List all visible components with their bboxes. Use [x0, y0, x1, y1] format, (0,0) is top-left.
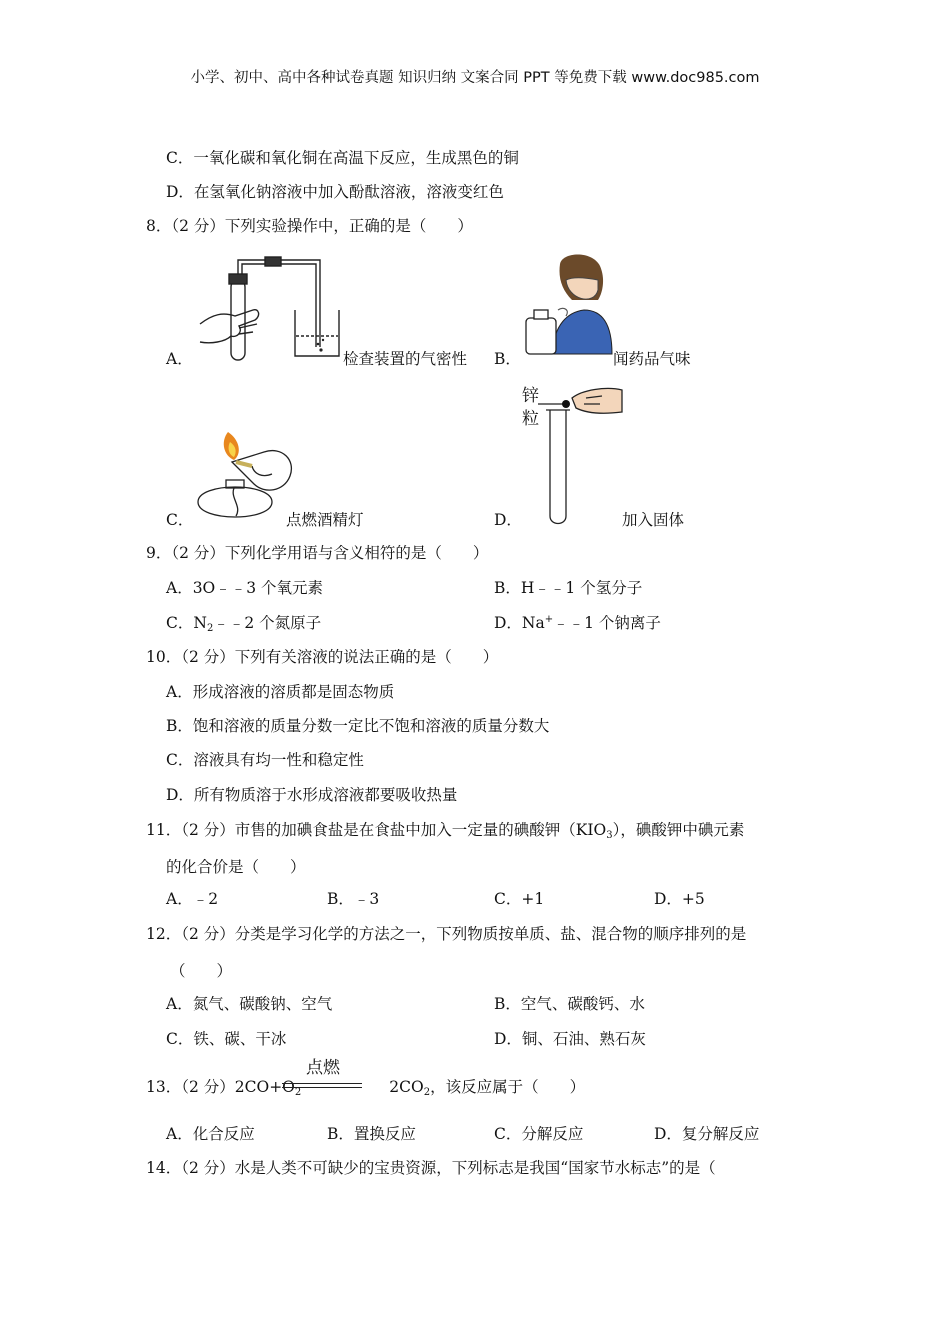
adding-solid-illustration [536, 384, 626, 526]
q8-option-a-caption: 检查装置的气密性 [343, 350, 468, 368]
page-header: 小学、初中、高中各种试卷真题 知识归纳 文案合同 PPT 等免费下载 www.doc985.com [190, 70, 760, 86]
q13-stem: 13．（2 分）$2CO+O_2$ $2CO_2$，该反应属于（ ） [146, 1078, 586, 1098]
q12-stem-line2: （ ） [170, 962, 233, 980]
q10-option-a: A．形成溶液的溶质都是固态物质 [166, 683, 395, 701]
q10-stem: 10．（2 分）下列有关溶液的说法正确的是（ ） [146, 648, 499, 666]
q8-stem: 8．（2 分）下列实验操作中，正确的是（ ） [146, 217, 473, 235]
q8-option-a-letter: A． [166, 350, 193, 368]
q10-option-b: B．饱和溶液的质量分数一定比不饱和溶液的质量分数大 [166, 717, 550, 735]
q11-option-c: C．+1 [494, 890, 545, 908]
q12-option-d: D．铜、石油、熟石灰 [494, 1030, 646, 1048]
q12-option-c: C．铁、碳、干冰 [166, 1030, 287, 1048]
q9-option-d: D．Na+﹣﹣1 个钠离子 [494, 614, 661, 632]
q11-option-a: A．﹣2 [166, 890, 219, 908]
q12-option-b: B．空气、碳酸钙、水 [494, 995, 645, 1013]
q11-option-d: D．+5 [654, 890, 705, 908]
q10-option-c: C．溶液具有均一性和稳定性 [166, 751, 364, 769]
q12-stem: 12．（2 分）分类是学习化学的方法之一，下列物质按单质、盐、混合物的顺序排列的是 [146, 925, 747, 943]
q8-option-b-letter: B． [494, 350, 521, 368]
airtightness-check-illustration [195, 252, 345, 364]
q7-option-c: C．一氧化碳和氧化铜在高温下反应，生成黑色的铜 [166, 149, 519, 167]
q7-option-d: D．在氢氧化钠溶液中加入酚酞溶液，溶液变红色 [166, 183, 504, 201]
reaction-condition: 点燃 [306, 1058, 340, 1078]
q8-option-c-caption: 点燃酒精灯 [286, 511, 364, 529]
zinc-label-2: 粒 [522, 409, 539, 429]
q14-stem: 14．（2 分）水是人类不可缺少的宝贵资源，下列标志是我国“国家节水标志”的是（ [146, 1159, 716, 1177]
q10-option-d: D．所有物质溶于水形成溶液都要吸收热量 [166, 786, 458, 804]
lighting-alcohol-lamp-illustration [192, 418, 300, 526]
q8-option-b-caption: 闻药品气味 [613, 350, 691, 368]
q12-option-a: A．氮气、碳酸钠、空气 [166, 995, 333, 1013]
q13-option-c: C．分解反应 [494, 1125, 584, 1143]
reaction-equals-sign [282, 1083, 362, 1088]
q9-option-a: A．3O﹣﹣3 个氧元素 [166, 579, 324, 597]
q13-option-d: D．复分解反应 [654, 1125, 760, 1143]
q8-option-d-letter: D． [494, 511, 522, 529]
q8-option-c-letter: C． [166, 511, 194, 529]
q13-option-b: B．置换反应 [327, 1125, 416, 1143]
q11-stem-line2: 的化合价是（ ） [166, 858, 306, 876]
q8-option-d-caption: 加入固体 [622, 511, 685, 529]
zinc-label-1: 锌 [522, 386, 539, 406]
q9-stem: 9．（2 分）下列化学用语与含义相符的是（ ） [146, 544, 489, 562]
q9-option-c: C．$N_2﹣﹣2$ 个氮原子 [166, 614, 322, 634]
q11-stem: 11．（2 分）市售的加碘食盐是在食盐中加入一定量的碘酸钾$(KIO_3)$，碘酸钾中碘元素 [146, 821, 745, 841]
q9-option-b: B．H﹣﹣1 个氢分子 [494, 579, 643, 597]
smelling-reagent-illustration [522, 250, 614, 358]
q11-option-b: B．﹣3 [327, 890, 380, 908]
q13-option-a: A．化合反应 [166, 1125, 255, 1143]
